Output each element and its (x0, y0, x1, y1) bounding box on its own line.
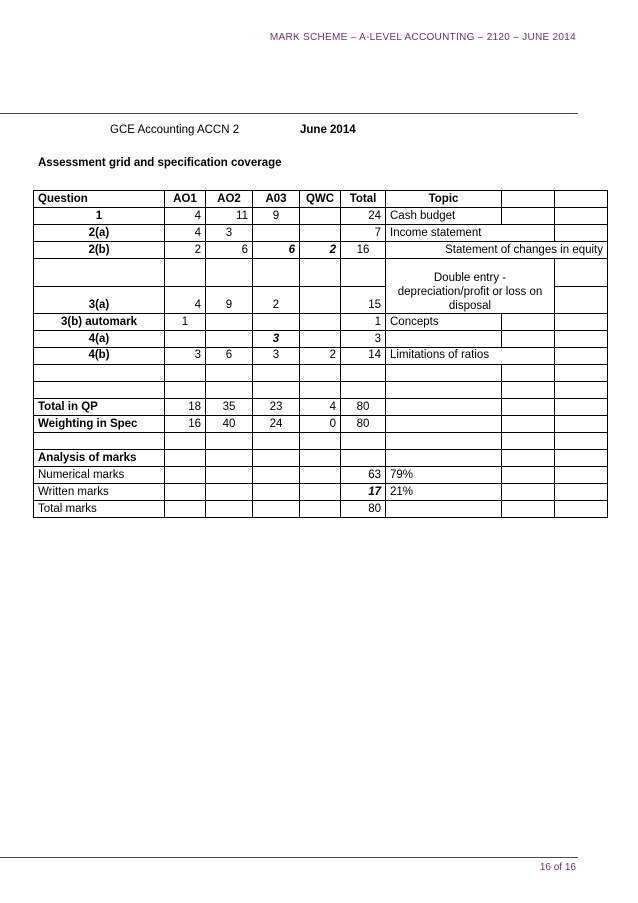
a03-cell: 3 (253, 348, 300, 365)
footer-divider (0, 857, 578, 858)
analysis-heading-row (34, 450, 608, 467)
empty-cell (555, 286, 608, 314)
empty-cell (502, 314, 555, 331)
table-row (34, 208, 608, 225)
ao2-cell: 35 (206, 399, 253, 416)
empty-cell (386, 382, 502, 399)
qwc-cell: 2 (300, 348, 341, 365)
empty-cell (502, 501, 555, 518)
assessment-grid (33, 190, 608, 518)
total-cell: 1 (341, 314, 386, 331)
qwc-cell: 4 (300, 399, 341, 416)
empty-cell (300, 259, 341, 287)
empty-cell (253, 484, 300, 501)
empty-cell (555, 450, 608, 467)
empty-cell (555, 331, 608, 348)
empty-cell (165, 467, 206, 484)
empty-cell (502, 467, 555, 484)
ao2-cell: 9 (206, 286, 253, 314)
ao2-cell: 3 (206, 225, 253, 242)
empty-cell (555, 225, 608, 242)
empty-cell (206, 365, 253, 382)
empty-cell (502, 450, 555, 467)
ao1-cell: 4 (165, 225, 206, 242)
empty-cell (253, 382, 300, 399)
topic-cell: Cash budget (386, 208, 502, 225)
table-row (34, 365, 608, 382)
empty-cell (502, 331, 555, 348)
paper-date: June 2014 (300, 124, 356, 136)
empty-cell (206, 450, 253, 467)
question-cell: 4(b) (34, 348, 165, 365)
table-row (34, 331, 608, 348)
empty-cell (386, 416, 502, 433)
question-cell: 4(a) (34, 331, 165, 348)
empty-cell (34, 382, 165, 399)
empty-cell (386, 399, 502, 416)
empty-cell (555, 433, 608, 450)
ao2-cell: 11 (206, 208, 253, 225)
empty-cell (555, 191, 608, 208)
empty-cell (555, 501, 608, 518)
analysis-row-label: Total marks (34, 501, 165, 518)
empty-cell (300, 382, 341, 399)
table-row (34, 348, 608, 365)
a03-cell: 9 (253, 208, 300, 225)
empty-cell (386, 450, 502, 467)
question-cell: 3(b) automark (34, 314, 165, 331)
total-cell: 24 (341, 208, 386, 225)
empty-cell (165, 484, 206, 501)
col-header-qwc: QWC (300, 191, 341, 208)
topic-cell: Double entry - depreciation/profit or loss on disposal (386, 259, 555, 314)
qwc-cell: 2 (300, 242, 341, 259)
section-heading: Assessment grid and specification coverage (38, 157, 282, 169)
analysis-row (34, 467, 608, 484)
empty-cell (341, 365, 386, 382)
a03-cell (253, 225, 300, 242)
empty-cell (34, 259, 165, 287)
a03-cell: 2 (253, 286, 300, 314)
total-cell: 63 (341, 467, 386, 484)
col-header-ao1: AO1 (165, 191, 206, 208)
a03-cell (253, 314, 300, 331)
total-row (34, 399, 608, 416)
ao1-cell: 4 (165, 286, 206, 314)
empty-cell (165, 450, 206, 467)
empty-cell (253, 501, 300, 518)
empty-cell (253, 365, 300, 382)
qwc-cell (300, 225, 341, 242)
empty-cell (253, 259, 300, 287)
empty-cell (555, 208, 608, 225)
header-divider (0, 113, 578, 114)
empty-cell (386, 501, 502, 518)
qwc-cell (300, 286, 341, 314)
table-row (34, 225, 608, 242)
empty-cell (34, 433, 165, 450)
running-header: MARK SCHEME – A-LEVEL ACCOUNTING – 2120 – JUNE 2014 (269, 32, 576, 43)
ao1-cell: 4 (165, 208, 206, 225)
question-cell: 1 (34, 208, 165, 225)
table-row (34, 314, 608, 331)
ao1-cell: 1 (165, 314, 206, 331)
total-cell: 7 (341, 225, 386, 242)
total-cell: 17 (341, 484, 386, 501)
weighting-label: Weighting in Spec (34, 416, 165, 433)
empty-cell (300, 450, 341, 467)
empty-cell (502, 433, 555, 450)
empty-cell (206, 259, 253, 287)
empty-cell (165, 433, 206, 450)
table-row (34, 242, 608, 259)
qwc-cell (300, 331, 341, 348)
a03-cell: 3 (253, 331, 300, 348)
empty-cell (555, 314, 608, 331)
ao1-cell: 2 (165, 242, 206, 259)
qwc-cell (300, 208, 341, 225)
col-header-ao2: AO2 (206, 191, 253, 208)
empty-cell (300, 501, 341, 518)
ao2-cell: 6 (206, 348, 253, 365)
topic-cell (386, 331, 502, 348)
total-cell: 3 (341, 331, 386, 348)
topic-cell: Limitations of ratios (386, 348, 555, 365)
ao2-cell: 6 (206, 242, 253, 259)
empty-cell (206, 382, 253, 399)
weighting-row (34, 416, 608, 433)
empty-cell (555, 259, 608, 287)
paper-title: GCE Accounting ACCN 2 (110, 124, 240, 136)
table-row (34, 259, 608, 287)
empty-cell (300, 467, 341, 484)
ao1-cell: 3 (165, 348, 206, 365)
total-cell: 80 (341, 501, 386, 518)
total-cell: 80 (341, 399, 386, 416)
empty-cell (386, 433, 502, 450)
topic-cell: Statement of changes in equity (386, 242, 608, 259)
ao1-cell: 18 (165, 399, 206, 416)
a03-cell: 24 (253, 416, 300, 433)
ao2-cell (206, 314, 253, 331)
empty-cell (300, 365, 341, 382)
col-header-topic: Topic (386, 191, 502, 208)
topic-cell: Income statement (386, 225, 555, 242)
analysis-row (34, 484, 608, 501)
empty-cell (502, 416, 555, 433)
empty-cell (165, 501, 206, 518)
empty-cell (341, 382, 386, 399)
empty-cell (165, 365, 206, 382)
qwc-cell (300, 314, 341, 331)
empty-cell (555, 348, 608, 365)
empty-cell (502, 365, 555, 382)
total-label: Total in QP (34, 399, 165, 416)
ao2-cell (206, 331, 253, 348)
empty-cell (386, 365, 502, 382)
empty-cell (555, 416, 608, 433)
empty-cell (555, 382, 608, 399)
empty-cell (300, 484, 341, 501)
question-cell: 2(a) (34, 225, 165, 242)
empty-cell (206, 433, 253, 450)
total-cell: 14 (341, 348, 386, 365)
a03-cell: 23 (253, 399, 300, 416)
ao1-cell (165, 331, 206, 348)
empty-cell (206, 484, 253, 501)
question-cell: 3(a) (34, 286, 165, 314)
col-header-question: Question (34, 191, 165, 208)
empty-cell (206, 501, 253, 518)
empty-cell (555, 467, 608, 484)
empty-cell (206, 467, 253, 484)
total-cell: 15 (341, 286, 386, 314)
percent-cell: 21% (386, 484, 502, 501)
empty-cell (165, 259, 206, 287)
empty-cell (555, 399, 608, 416)
empty-cell (253, 433, 300, 450)
analysis-row-label: Written marks (34, 484, 165, 501)
question-cell: 2(b) (34, 242, 165, 259)
empty-cell (341, 450, 386, 467)
col-header-total: Total (341, 191, 386, 208)
empty-cell (555, 484, 608, 501)
empty-cell (253, 467, 300, 484)
analysis-label: Analysis of marks (34, 450, 165, 467)
empty-cell (341, 433, 386, 450)
analysis-row-label: Numerical marks (34, 467, 165, 484)
a03-cell: 6 (253, 242, 300, 259)
empty-cell (34, 365, 165, 382)
qwc-cell: 0 (300, 416, 341, 433)
empty-cell (502, 399, 555, 416)
topic-cell: Concepts (386, 314, 502, 331)
ao1-cell: 16 (165, 416, 206, 433)
empty-cell (300, 433, 341, 450)
analysis-row (34, 501, 608, 518)
total-cell: 16 (341, 242, 386, 259)
empty-cell (502, 382, 555, 399)
empty-cell (165, 382, 206, 399)
empty-cell (502, 208, 555, 225)
percent-cell: 79% (386, 467, 502, 484)
empty-cell (555, 365, 608, 382)
table-header-row (34, 191, 608, 208)
empty-cell (502, 484, 555, 501)
page-number: 16 of 16 (539, 862, 576, 873)
total-cell: 80 (341, 416, 386, 433)
empty-cell (253, 450, 300, 467)
ao2-cell: 40 (206, 416, 253, 433)
empty-cell (341, 259, 386, 287)
col-header-a03: A03 (253, 191, 300, 208)
table-row (34, 433, 608, 450)
empty-cell (502, 191, 555, 208)
table-row (34, 382, 608, 399)
